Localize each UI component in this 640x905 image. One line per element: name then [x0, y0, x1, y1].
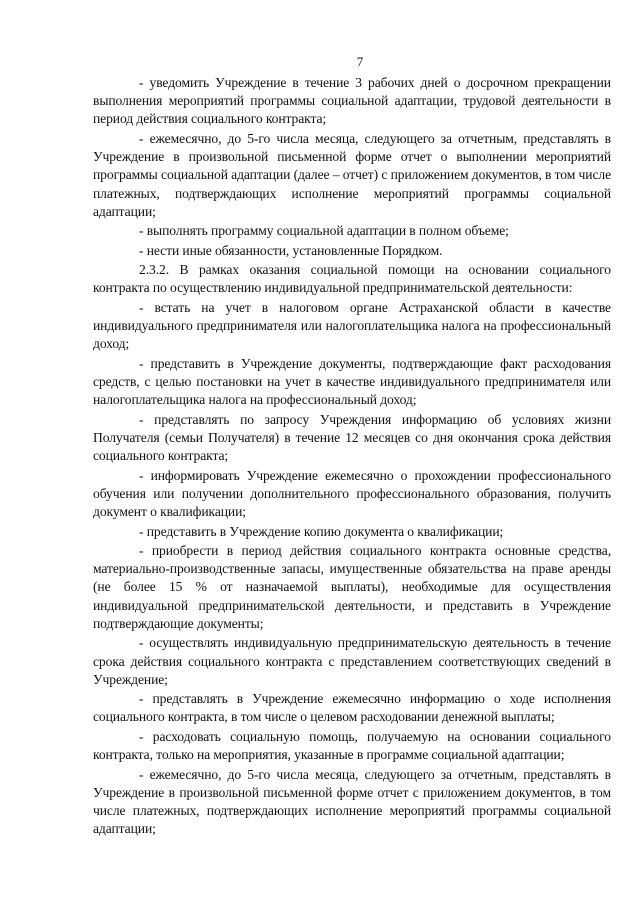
paragraph: - приобрести в период действия социального контракта основные средства, материально-производственные запасы, имущественные обязательства на праве аренды (не более 15 % от назначаемой выплаты), необходимые для осуществления индивидуальной предпринимательской деятельности, и представить в Учреждение подтверждающие документы; — [93, 543, 611, 631]
document-body — [93, 74, 611, 840]
paragraph: - представлять в Учреждение ежемесячно информацию о ходе исполнения социального контракта, в том числе о целевом расходовании денежной выплаты; — [93, 691, 611, 725]
paragraph: - встать на учет в налоговом органе Астраханской области в качестве индивидуального предпринимателя или налогоплательщика налога на профессиональный доход; — [93, 299, 611, 352]
page-number: 7 — [356, 54, 364, 69]
paragraph: - расходовать социальную помощь, получаемую на основании социального контракта, только на мероприятия, указанные в программе социальной адаптации; — [93, 728, 611, 763]
paragraph: - нести иные обязанности, установленные Порядком. — [139, 242, 443, 258]
paragraph: - ежемесячно, до 5-го числа месяца, следующего за отчетным, представлять в Учреждение в произвольной письменной форме отчет о выполнении мероприятий программы социальной адаптации (далее – отчет) с приложением документов, в том числе платежных, подтверждающих исполнение мероприятий программы социальной адаптации; — [93, 130, 612, 219]
paragraph: - уведомить Учреждение в течение 3 рабочих дней о досрочном прекращении выполнения мероприятий программы социальной адаптации, трудовой деятельности в период действия социального контракта; — [93, 75, 611, 127]
paragraph: - представить в Учреждение копию документа о квалификации; — [139, 523, 504, 539]
paragraph: - выполнять программу социальной адаптации в полном объеме; — [139, 223, 509, 239]
paragraph: 2.3.2. В рамках оказания социальной помощи на основании социального контракта по осуществлению индивидуальной предпринимательской деятельности: — [93, 262, 611, 296]
paragraph: - представлять по запросу Учреждения информацию об условиях жизни Получателя (семьи Получателя) в течение 12 месяцев со дня окончания срока действия социального контракта; — [93, 411, 611, 464]
paragraph: - ежемесячно, до 5-го числа месяца, следующего за отчетным, представлять в Учреждение в произвольной письменной форме отчет с приложением документов, в том числе платежных, подтверждающих исполнение мероприятий программы социальной адаптации; — [93, 766, 611, 837]
paragraph: - информировать Учреждение ежемесячно о прохождении профессионального обучения или получении дополнительного профессионального образования, получить документ о квалификации; — [93, 467, 611, 520]
paragraph: - осуществлять индивидуальную предпринимательскую деятельность в течение срока действия социального контракта с представлением соответствующих сведений в Учреждение; — [93, 635, 611, 687]
paragraph: - представить в Учреждение документы, подтверждающие факт расходования средств, с целью постановки на учет в качестве индивидуального предпринимателя или налогоплательщика налога на профессиональный доход; — [93, 355, 611, 408]
